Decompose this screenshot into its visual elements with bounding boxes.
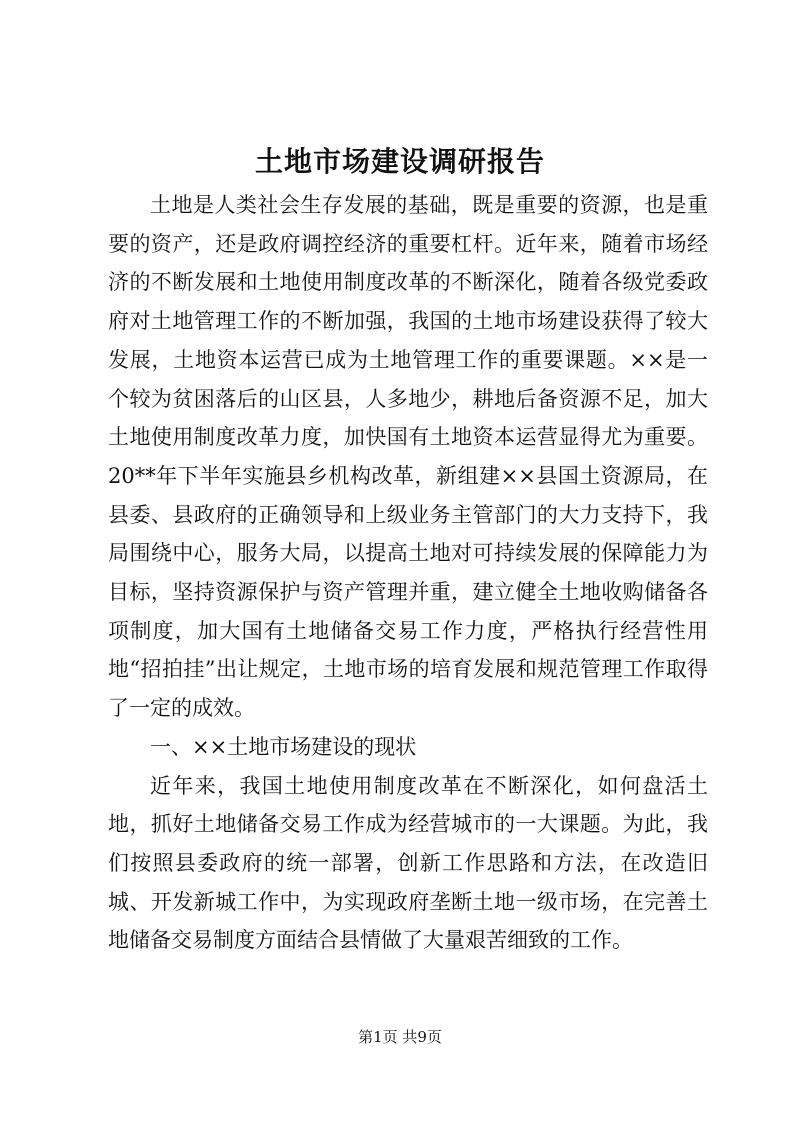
- section-heading: 一、××土地市场建设的现状: [150, 734, 417, 759]
- document-title: 土地市场建设调研报告: [254, 145, 545, 178]
- section-paragraph: 近年来，我国土地使用制度改革在不断深化，如何盘活土地，抓好土地储备交易工作成为经营城市的一大课题。为此，我们按照县委政府的统一部署，创新工作思路和方法，在改造旧城、开发新城工作中，为实现政府垄断土地一级市场，在完善土地储备交易制度方面结合县情做了大量艰苦细致的工作。: [108, 773, 708, 953]
- page-footer: 第1页 共9页: [358, 1028, 442, 1046]
- document-body: [108, 186, 708, 960]
- intro-paragraph: 土地是人类社会生存发展的基础，既是重要的资源，也是重要的资产，还是政府调控经济的重要杠杆。近年来，随着市场经济的不断发展和土地使用制度改革的不断深化，随着各级党委政府对土地管理工作的不断加强，我国的土地市场建设获得了较大发展，土地资本运营已成为土地管理工作的重要课题。××是一个较为贫困落后的山区县，人多地少，耕地后备资源不足，加大土地使用制度改革力度，加快国有土地资本运营显得尤为重要。20**年下半年实施县乡机构改革，新组建××县国土资源局，在县委、县政府的正确领导和上级业务主管部门的大力支持下，我局围绕中心，服务大局，以提高土地对可持续发展的保障能力为目标，坚持资源保护与资产管理并重，建立健全土地收购储备各项制度，加大国有土地储备交易工作力度，严格执行经营性用地“招拍挂”出让规定，土地市场的培育发展和规范管理工作取得了一定的成效。: [108, 193, 708, 721]
